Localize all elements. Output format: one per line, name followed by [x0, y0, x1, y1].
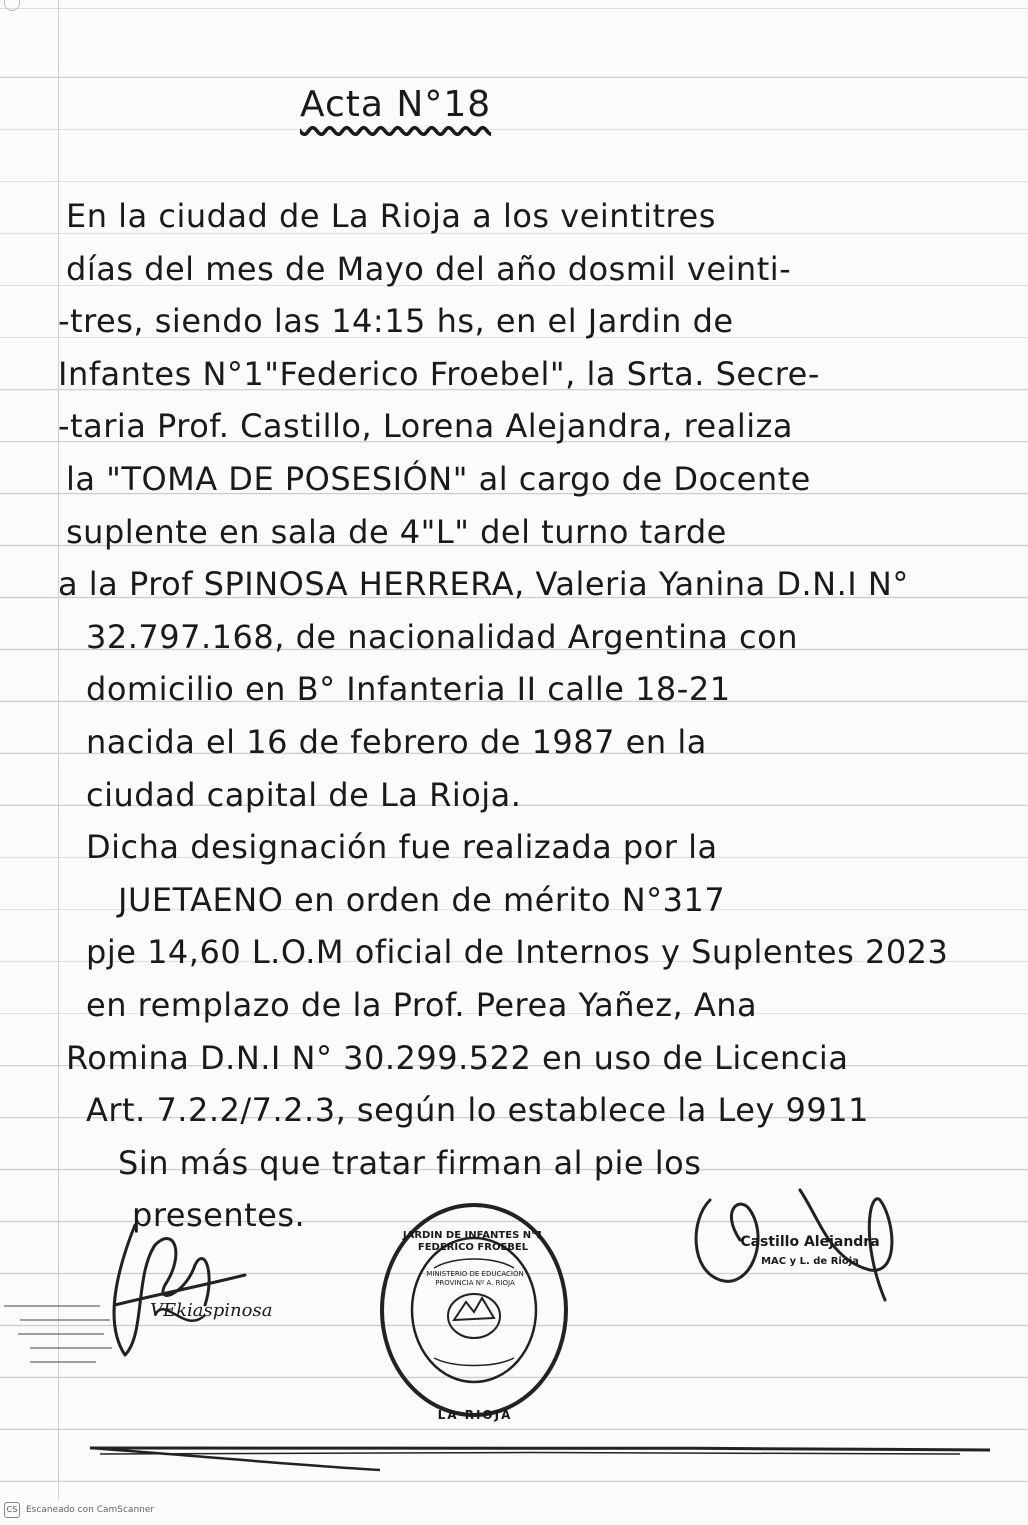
body-line: días del mes de Mayo del año dosmil veinti- [66, 249, 792, 288]
body-line: Infantes N°1"Federico Froebel", la Srta. Secre- [58, 354, 820, 393]
body-line: pje 14,60 L.O.M oficial de Internos y Suplentes 2023 [86, 933, 949, 972]
body-line: 32.797.168, de nacionalidad Argentina con [86, 617, 798, 656]
body-line: ciudad capital de La Rioja. [86, 775, 522, 814]
right-signature-name: Castillo Alejandra [740, 1234, 880, 1250]
body-line: domicilio en B° Infanteria II calle 18-21 [86, 670, 731, 709]
body-line: en remplazo de la Prof. Perea Yañez, Ana [86, 985, 758, 1024]
body-line: suplente en sala de 4"L" del turno tarde [66, 512, 727, 551]
scanner-label: Escaneado con CamScanner [26, 1505, 155, 1515]
scanner-footer [4, 1502, 154, 1518]
camscanner-logo-icon: CS [4, 1502, 20, 1518]
right-signature-role: MAC y L. de Rioja [761, 1256, 859, 1267]
body-line: JUETAENO en orden de mérito N°317 [118, 880, 726, 919]
left-signature-icon [95, 1215, 295, 1365]
body-line: Sin más que tratar firman al pie los [118, 1143, 702, 1182]
body-line: -taria Prof. Castillo, Lorena Alejandra, realiza [58, 407, 793, 446]
body-line: la "TOMA DE POSESIÓN" al cargo de Docente [66, 459, 811, 498]
stamp-ring-text: JARDIN DE INFANTES N°1 FEDERICO FROEBEL [402, 1230, 544, 1253]
body-line: nacida el 16 de febrero de 1987 en la [86, 722, 707, 761]
body-line: -tres, siendo las 14:15 hs, en el Jardin de [58, 302, 734, 341]
binder-hole [4, 0, 20, 11]
body-line: a la Prof SPINOSA HERRERA, Valeria Yanina D.N.I N° [58, 565, 909, 604]
stamp-bottom-text: LA RIOJA [437, 1408, 513, 1422]
left-signature-name: VEkiaspinosa [150, 1300, 273, 1321]
body-line: presentes. [132, 1196, 306, 1235]
stamp-inner-text: MINISTERIO DE EDUCACIÓN PROVINCIA Nº A. RIOJA [426, 1270, 524, 1287]
right-signature-block [700, 1232, 920, 1272]
body-line: Dicha designación fue realizada por la [86, 828, 718, 867]
document-title: Acta N°18 [300, 84, 492, 125]
body-line: Romina D.N.I N° 30.299.522 en uso de Licencia [66, 1038, 849, 1077]
closing-lines [80, 1440, 1000, 1480]
body-line: En la ciudad de La Rioja a los veintitres [66, 197, 716, 235]
body-line: Art. 7.2.2/7.2.3, según lo establece la Ley 9911 [86, 1091, 869, 1130]
document-body [58, 190, 1003, 1242]
